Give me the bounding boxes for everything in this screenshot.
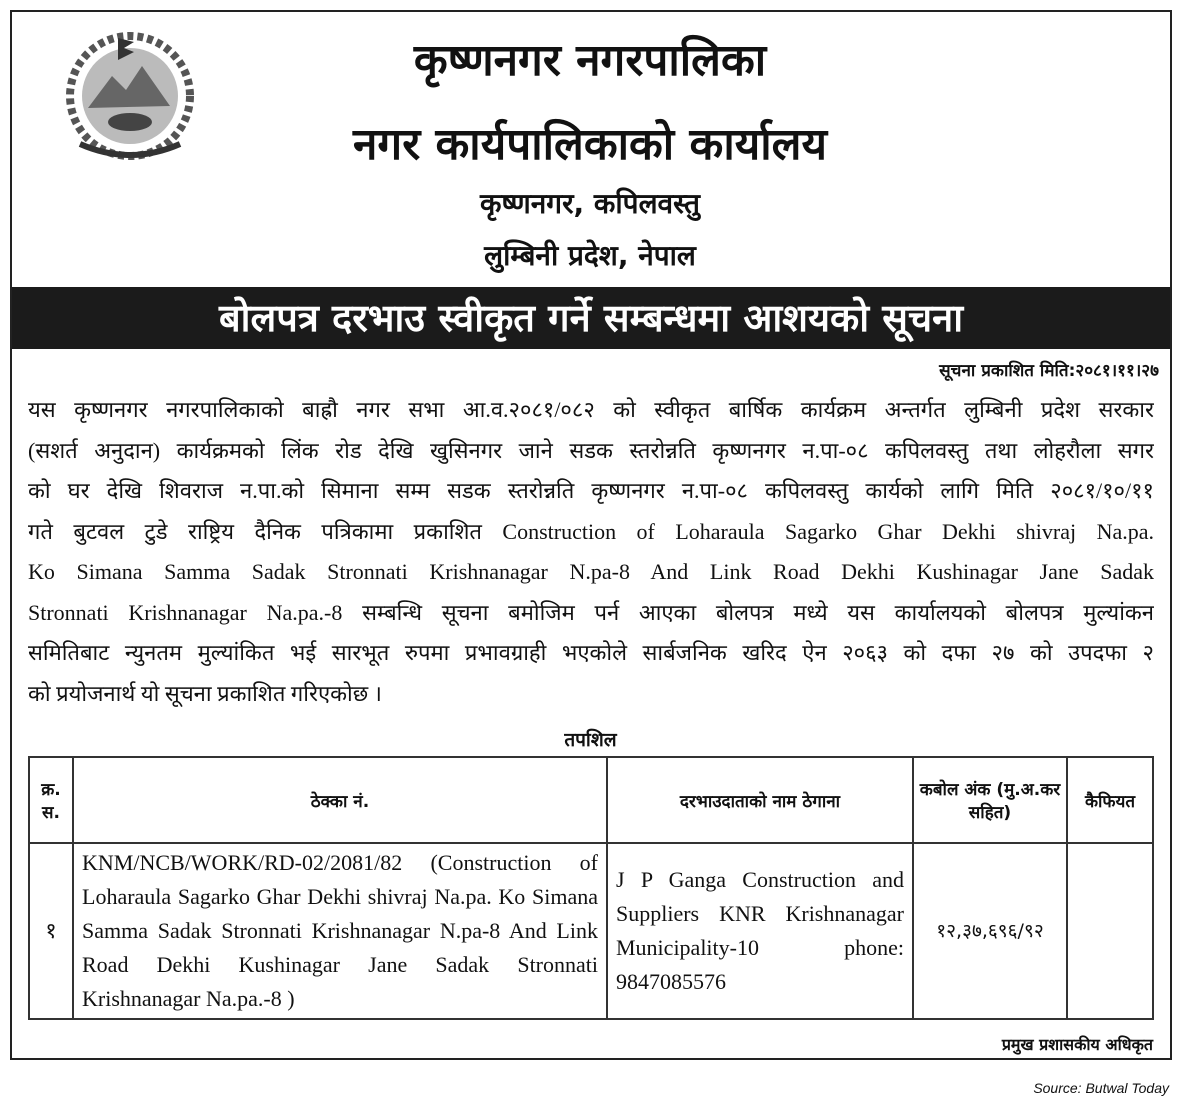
body-line: गते बुटवल टुडे राष्ट्रिय दैनिक पत्रिकामा प्रकाशित Construction of Loharaula Sagarko Ghar Dekhi shivraj Na.pa. — [28, 518, 1154, 544]
header-bidder: दरभाउदाताको नाम ठेगाना — [607, 757, 913, 843]
office-name: नगर कार्यपालिकाको कार्यालय — [353, 119, 827, 170]
body-line: (सशर्त अनुदान) कार्यक्रमको लिंक रोड देखि खुसिनगर जाने सडक स्तरोन्नति कृष्णनगर न.पा-०८ कपिलवस्तु तथा लोहरौला सगर — [28, 437, 1154, 463]
notice-title-banner: बोलपत्र दरभाउ स्वीकृत गर्ने सम्बन्धमा आशयको सूचना — [12, 287, 1170, 349]
body-line: Stronnati Krishnanagar Na.pa.-8 सम्बन्धि सूचना बमोजिम पर्न आएका बोलपत्र मध्ये यस कार्यालयको बोलपत्र मुल्यांकन — [28, 599, 1154, 625]
cell-remarks — [1067, 843, 1153, 1019]
bid-table — [28, 756, 1154, 1020]
municipality-name: कृष्णनगर नगरपालिका — [413, 35, 767, 86]
province-country: लुम्बिनी प्रदेश, नेपाल — [484, 239, 696, 272]
body-line: यस कृष्णनगर नगरपालिकाको बाह्रौ नगर सभा आ.व.२०८१/०८२ को स्वीकृत बार्षिक कार्यक्रम अन्तर्गत लुम्बिनी प्रदेश सरकार — [28, 397, 1154, 422]
header-contract: ठेक्का नं. — [73, 757, 607, 843]
body-line: को घर देखि शिवराज न.पा.को सिमाना सम्म सडक स्तरोन्नति कृष्णनगर न.पा-०८ कपिलवस्तु कार्यको लागि मिति २०८१/१०/११ — [28, 478, 1154, 503]
nepal-emblem-logo — [62, 26, 198, 162]
table-row — [29, 843, 1153, 1019]
published-date: सूचना प्रकाशित मिति:२०८१।११।२७ — [939, 361, 1159, 381]
cell-amount: १२,३७,६९६/९२ — [913, 843, 1067, 1019]
table-caption: तपशिल — [564, 729, 617, 751]
body-line: को प्रयोजनार्थ यो सूचना प्रकाशित गरिएकोछ । — [28, 680, 382, 706]
cell-sn: १ — [29, 843, 73, 1019]
header-remarks: कैफियत — [1067, 757, 1153, 843]
office-location: कृष्णनगर, कपिलवस्तु — [480, 187, 700, 220]
cell-contract: KNM/NCB/WORK/RD-02/2081/82 (Construction of Loharaula Sagarko Ghar Dekhi shivraj Na.pa. Ko Simana Samma Sadak Stronnati Krishnanagar N.pa-8 And Link Road Dekhi Kushinagar Jane Sadak Stronnati Krishnanagar Na.pa.-8 ) — [73, 843, 607, 1019]
header-amount: कबोल अंक (मु.अ.कर सहित) — [913, 757, 1067, 843]
signatory-title: प्रमुख प्रशासकीय अधिकृत — [1001, 1035, 1153, 1054]
cell-bidder: J P Ganga Construction and Suppliers KNR Krishnanagar Municipality-10 phone: 9847085576 — [607, 843, 913, 1019]
table-header-row — [29, 757, 1153, 843]
notice-body — [28, 390, 1154, 714]
body-line: Ko Simana Samma Sadak Stronnati Krishnanagar N.pa-8 And Link Road Dekhi Kushinagar Jane Sadak — [28, 559, 1154, 584]
body-line: समितिबाट न्युनतम मुल्यांकित भई सारभूत रुपमा प्रभावग्राही भएकोले सार्बजनिक खरिद ऐन २०६३ को दफा २७ को उपदफा २ — [28, 640, 1154, 665]
source-credit: Source: Butwal Today — [1033, 1080, 1169, 1096]
header-sn: क्र. स. — [29, 757, 73, 843]
